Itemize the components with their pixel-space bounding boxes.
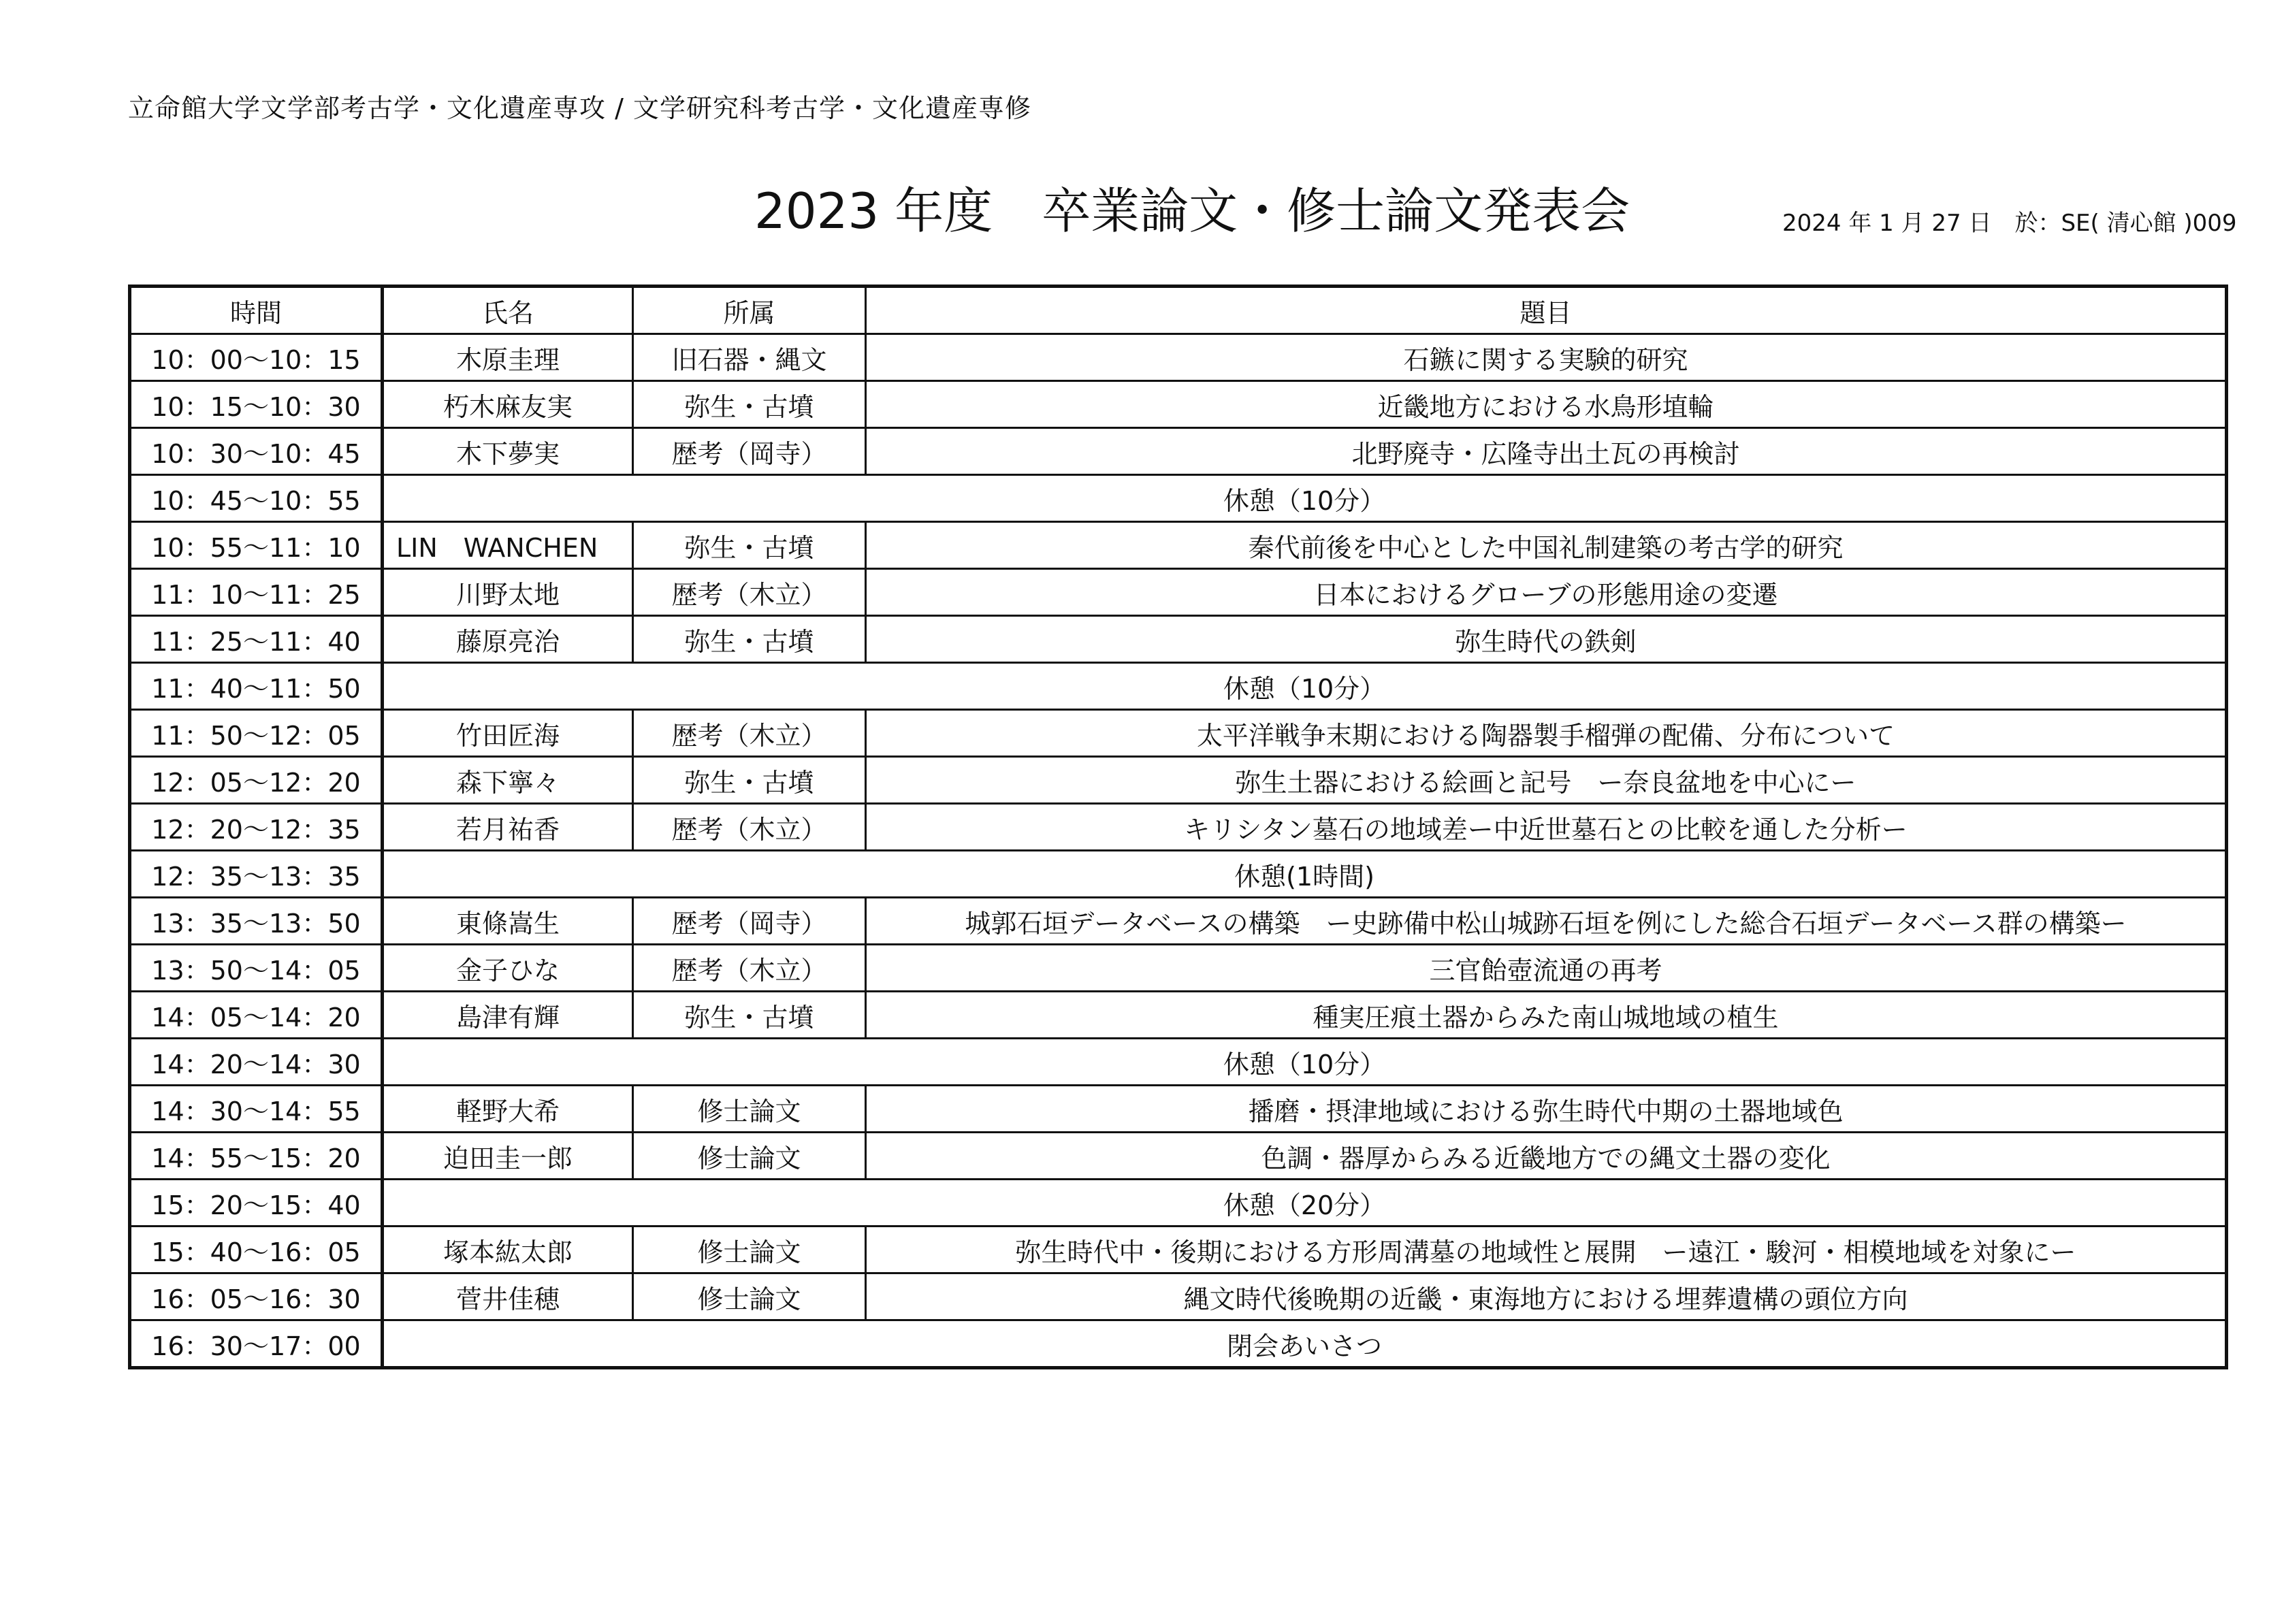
presenter-name: 菅井佳穂 xyxy=(383,1273,633,1320)
affiliation-cell: 弥生・古墳 xyxy=(633,992,866,1039)
affiliation-cell: 弥生・古墳 xyxy=(633,381,866,428)
break-row xyxy=(130,851,2227,898)
topic-cell: 三官飴壺流通の再考 xyxy=(866,945,2227,992)
time-cell: 10：45〜10：55 xyxy=(130,475,383,522)
break-label: 休憩（20分） xyxy=(383,1180,2227,1227)
table-row xyxy=(130,1273,2227,1320)
column-header-time: 時間 xyxy=(130,287,383,334)
table-row xyxy=(130,804,2227,851)
break-label: 休憩（10分） xyxy=(383,663,2227,710)
time-cell: 16：05〜16：30 xyxy=(130,1273,383,1320)
presenter-name: 竹田匠海 xyxy=(383,710,633,757)
presenter-name: 藤原亮治 xyxy=(383,616,633,663)
affiliation-cell: 歴考（岡寺） xyxy=(633,898,866,945)
time-cell: 15：20〜15：40 xyxy=(130,1180,383,1227)
topic-cell: 北野廃寺・広隆寺出土瓦の再検討 xyxy=(866,428,2227,475)
affiliation-cell: 修士論文 xyxy=(633,1227,866,1273)
presenter-name: 木原圭理 xyxy=(383,334,633,381)
time-cell: 10：30〜10：45 xyxy=(130,428,383,475)
time-cell: 14：20〜14：30 xyxy=(130,1039,383,1086)
time-cell: 16：30〜17：00 xyxy=(130,1320,383,1368)
column-header-affiliation: 所属 xyxy=(633,287,866,334)
time-cell: 11：10〜11：25 xyxy=(130,569,383,616)
presenter-name: 金子ひな xyxy=(383,945,633,992)
time-cell: 10：00〜10：15 xyxy=(130,334,383,381)
time-cell: 13：35〜13：50 xyxy=(130,898,383,945)
affiliation-cell: 歴考（木立） xyxy=(633,710,866,757)
table-row xyxy=(130,569,2227,616)
table-row xyxy=(130,522,2227,569)
topic-cell: 太平洋戦争末期における陶器製手榴弾の配備、分布について xyxy=(866,710,2227,757)
table-row xyxy=(130,1086,2227,1133)
table-row xyxy=(130,428,2227,475)
affiliation-cell: 弥生・古墳 xyxy=(633,757,866,804)
presenter-name: 川野太地 xyxy=(383,569,633,616)
topic-cell: 弥生時代の鉄剣 xyxy=(866,616,2227,663)
department-heading: 立命館大学文学部考古学・文化遺産専攻 / 文学研究科考古学・文化遺産専修 xyxy=(128,93,1031,123)
presenter-name: LIN WANCHEN xyxy=(383,522,633,569)
topic-cell: 播磨・摂津地域における弥生時代中期の土器地域色 xyxy=(866,1086,2227,1133)
presenter-name: 迫田圭一郎 xyxy=(383,1133,633,1180)
break-label: 閉会あいさつ xyxy=(383,1320,2227,1368)
column-header-name: 氏名 xyxy=(383,287,633,334)
table-row xyxy=(130,1133,2227,1180)
affiliation-cell: 歴考（木立） xyxy=(633,804,866,851)
time-cell: 14：30〜14：55 xyxy=(130,1086,383,1133)
break-row xyxy=(130,663,2227,710)
column-header-topic: 題目 xyxy=(866,287,2227,334)
table-row xyxy=(130,757,2227,804)
presenter-name: 島津有輝 xyxy=(383,992,633,1039)
time-cell: 14：05〜14：20 xyxy=(130,992,383,1039)
time-cell: 15：40〜16：05 xyxy=(130,1227,383,1273)
time-cell: 12：05〜12：20 xyxy=(130,757,383,804)
presenter-name: 東條嵩生 xyxy=(383,898,633,945)
table-row xyxy=(130,616,2227,663)
topic-cell: 種実圧痕土器からみた南山城地域の植生 xyxy=(866,992,2227,1039)
break-label: 休憩（10分） xyxy=(383,475,2227,522)
topic-cell: 弥生時代中・後期における方形周溝墓の地域性と展開 ー遠江・駿河・相模地域を対象にー xyxy=(866,1227,2227,1273)
topic-cell: 色調・器厚からみる近畿地方での縄文土器の変化 xyxy=(866,1133,2227,1180)
break-row xyxy=(130,1180,2227,1227)
table-row xyxy=(130,381,2227,428)
table-row xyxy=(130,945,2227,992)
topic-cell: 近畿地方における水鳥形埴輪 xyxy=(866,381,2227,428)
page-title: 2023 年度 卒業論文・修士論文発表会 xyxy=(754,182,1630,240)
table-row xyxy=(130,710,2227,757)
break-label: 休憩（10分） xyxy=(383,1039,2227,1086)
break-row xyxy=(130,1320,2227,1368)
affiliation-cell: 修士論文 xyxy=(633,1086,866,1133)
presenter-name: 若月祐香 xyxy=(383,804,633,851)
time-cell: 11：25〜11：40 xyxy=(130,616,383,663)
time-cell: 14：55〜15：20 xyxy=(130,1133,383,1180)
presenter-name: 朽木麻友実 xyxy=(383,381,633,428)
topic-cell: 城郭石垣データベースの構築 ー史跡備中松山城跡石垣を例にした総合石垣データベース群の構築ー xyxy=(866,898,2227,945)
table-header-row xyxy=(130,287,2227,334)
time-cell: 10：55〜11：10 xyxy=(130,522,383,569)
table-row xyxy=(130,1227,2227,1273)
affiliation-cell: 旧石器・縄文 xyxy=(633,334,866,381)
affiliation-cell: 歴考（木立） xyxy=(633,569,866,616)
affiliation-cell: 弥生・古墳 xyxy=(633,522,866,569)
presenter-name: 塚本紘太郎 xyxy=(383,1227,633,1273)
break-row xyxy=(130,1039,2227,1086)
date-venue: 2024 年 1 月 27 日 於：SE( 清心館 )009 xyxy=(1782,210,2237,237)
topic-cell: 石鏃に関する実験的研究 xyxy=(866,334,2227,381)
schedule-body xyxy=(130,334,2227,1368)
time-cell: 13：50〜14：05 xyxy=(130,945,383,992)
affiliation-cell: 歴考（岡寺） xyxy=(633,428,866,475)
table-row xyxy=(130,898,2227,945)
time-cell: 12：20〜12：35 xyxy=(130,804,383,851)
affiliation-cell: 修士論文 xyxy=(633,1133,866,1180)
topic-cell: 弥生土器における絵画と記号 ー奈良盆地を中心にー xyxy=(866,757,2227,804)
table-row xyxy=(130,334,2227,381)
topic-cell: 日本におけるグローブの形態用途の変遷 xyxy=(866,569,2227,616)
presenter-name: 森下寧々 xyxy=(383,757,633,804)
topic-cell: キリシタン墓石の地域差ー中近世墓石との比較を通した分析ー xyxy=(866,804,2227,851)
presenter-name: 軽野大希 xyxy=(383,1086,633,1133)
time-cell: 11：50〜12：05 xyxy=(130,710,383,757)
topic-cell: 縄文時代後晩期の近畿・東海地方における埋葬遺構の頭位方向 xyxy=(866,1273,2227,1320)
presenter-name: 木下夢実 xyxy=(383,428,633,475)
table-row xyxy=(130,992,2227,1039)
affiliation-cell: 歴考（木立） xyxy=(633,945,866,992)
schedule-table xyxy=(128,285,2228,1369)
time-cell: 12：35〜13：35 xyxy=(130,851,383,898)
topic-cell: 秦代前後を中心とした中国礼制建築の考古学的研究 xyxy=(866,522,2227,569)
time-cell: 10：15〜10：30 xyxy=(130,381,383,428)
affiliation-cell: 修士論文 xyxy=(633,1273,866,1320)
break-label: 休憩(1時間) xyxy=(383,851,2227,898)
break-row xyxy=(130,475,2227,522)
affiliation-cell: 弥生・古墳 xyxy=(633,616,866,663)
time-cell: 11：40〜11：50 xyxy=(130,663,383,710)
